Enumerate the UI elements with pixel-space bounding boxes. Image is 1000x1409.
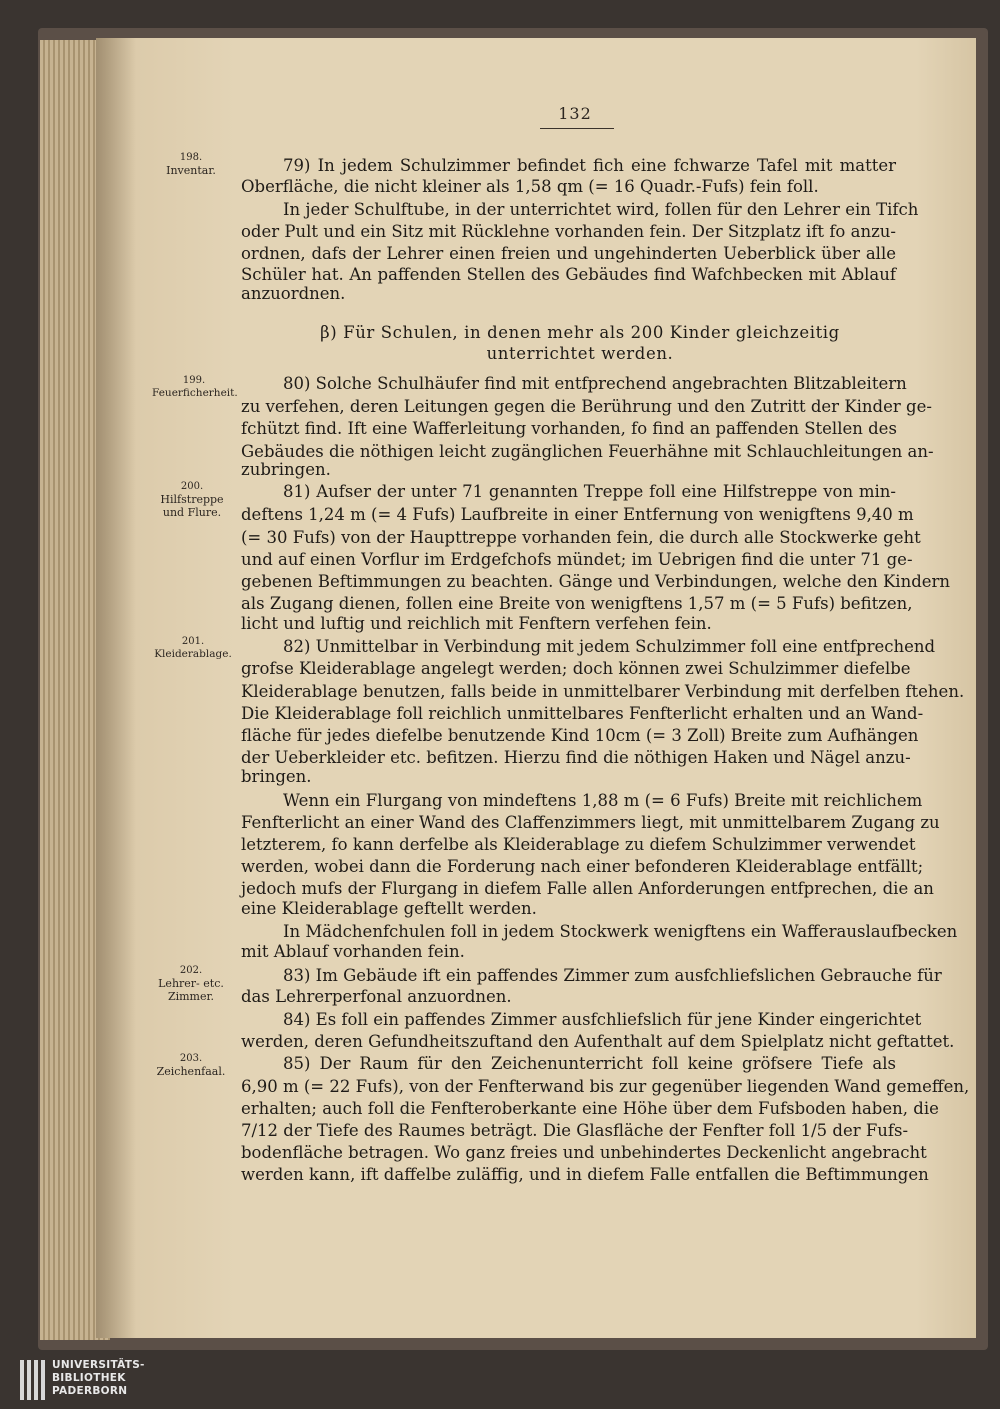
logo-line: PADERBORN <box>52 1385 128 1397</box>
text-line: zu verfehen, deren Leitungen gegen die Berührung und den Zutritt der Kinder ge- <box>241 397 932 416</box>
margin-note-text: Feuerficherheit. <box>152 387 238 399</box>
margin-note-number: 203. <box>179 1053 203 1064</box>
section-heading: unterrichtet werden. <box>486 344 674 363</box>
text-line: (= 30 Fufs) von der Haupttreppe vorhanden fein, die durch alle Stockwerke geht <box>241 528 921 547</box>
text-line: werden kann, ift daffelbe zuläffig, und in diefem Falle entfallen die Beftimmungen <box>241 1165 929 1184</box>
text-line: bodenfläche betragen. Wo ganz freies und unbehindertes Deckenlicht angebracht <box>241 1143 927 1162</box>
text-line: bringen. <box>241 767 312 786</box>
margin-note-200 <box>150 480 234 519</box>
text-line: 85) Der Raum für den Zeichenunterricht foll keine gröfsere Tiefe als <box>283 1054 896 1073</box>
text-line: zubringen. <box>241 460 331 479</box>
text-line: Die Kleiderablage foll reichlich unmittelbares Fenfterlicht erhalten und an Wand- <box>241 704 924 723</box>
text-line: 83) Im Gebäude ift ein paffendes Zimmer zum ausfchliefslichen Gebrauche für <box>283 966 942 985</box>
margin-note-text: Lehrer- etc. Zimmer. <box>158 977 224 1003</box>
text-line: 80) Solche Schulhäufer find mit entfprechend angebrachten Blitzableitern <box>283 374 907 393</box>
margin-note-text: Kleiderablage. <box>154 648 232 660</box>
text-line: 6,90 m (= 22 Fufs), von der Fenfterwand bis zur gegenüber liegenden Wand gemeffen, <box>241 1077 970 1096</box>
text-line: gebenen Beftimmungen zu beachten. Gänge und Verbindungen, welche den Kindern <box>241 572 951 591</box>
margin-note-202 <box>150 964 232 1003</box>
text-line: 7/12 der Tiefe des Raumes beträgt. Die Glasfläche der Fenfter foll 1/5 der Fufs- <box>241 1121 909 1140</box>
logo-text <box>52 1359 145 1398</box>
text-line: deftens 1,24 m (= 4 Fufs) Laufbreite in einer Entfernung von wenigftens 9,40 m <box>241 505 914 524</box>
text-line: fchützt find. Ift eine Wafferleitung vorhanden, fo find an paffenden Stellen des <box>241 419 897 438</box>
text-line: Kleiderablage benutzen, falls beide in unmittelbarer Verbindung mit derfelben ftehen. <box>241 682 965 701</box>
text-line: ordnen, dafs der Lehrer einen freien und ungehinderten Ueberblick über alle <box>241 244 896 263</box>
text-line: das Lehrerperfonal anzuordnen. <box>241 987 512 1006</box>
margin-note-number: 198. <box>179 152 203 163</box>
margin-note-number: 199. <box>182 375 206 386</box>
text-line: anzuordnen. <box>241 284 346 303</box>
margin-note-number: 200. <box>180 481 204 492</box>
text-line: 79) In jedem Schulzimmer befindet fich eine fchwarze Tafel mit matter <box>283 156 896 175</box>
text-line: Gebäudes die nöthigen leicht zugänglichen Feuerhähne mit Schlauchleitungen an- <box>241 442 934 461</box>
text-line: der Ueberkleider etc. befitzen. Hierzu find die nöthigen Haken und Nägel anzu- <box>241 748 911 767</box>
logo-line: UNIVERSITÄTS- <box>52 1359 145 1371</box>
library-logo <box>20 1358 220 1402</box>
margin-note-203 <box>150 1052 232 1078</box>
text-line: In Mädchenfchulen foll in jedem Stockwerk wenigftens ein Wafferauslaufbecken <box>283 922 958 941</box>
margin-note-201 <box>150 635 236 661</box>
text-line: grofse Kleiderablage angelegt werden; doch können zwei Schulzimmer diefelbe <box>241 659 911 678</box>
section-heading: β) Für Schulen, in denen mehr als 200 Kinder gleichzeitig <box>320 323 840 342</box>
text-line: werden, deren Gefundheitszuftand den Aufenthalt auf dem Spielplatz nicht geftattet. <box>241 1032 955 1051</box>
text-line: Schüler hat. An paffenden Stellen des Gebäudes find Wafchbecken mit Ablauf <box>241 265 896 284</box>
text-line: oder Pult und ein Sitz mit Rücklehne vorhanden fein. Der Sitzplatz ift fo anzu- <box>241 222 896 241</box>
margin-note-text: Hilfstreppe und Flure. <box>160 493 224 519</box>
margin-note-198 <box>150 151 232 177</box>
margin-note-text: Zeichenfaal. <box>156 1065 226 1078</box>
margin-note-number: 202. <box>179 965 203 976</box>
margin-note-199 <box>152 374 236 400</box>
logo-line: BIBLIOTHEK <box>52 1372 126 1384</box>
text-line: 84) Es foll ein paffendes Zimmer ausfchliefslich für jene Kinder eingerichtet <box>283 1010 922 1029</box>
text-line: erhalten; auch foll die Fenfteroberkante eine Höhe über dem Fufsboden haben, die <box>241 1099 939 1118</box>
text-line: Fenfterlicht an einer Wand des Claffenzimmers liegt, mit unmittelbarem Zugang zu <box>241 813 940 832</box>
page-number: 132 <box>558 104 592 123</box>
text-line: 81) Aufser der unter 71 genannten Treppe foll eine Hilfstreppe von min- <box>283 482 896 501</box>
text-line: als Zugang dienen, follen eine Breite von wenigftens 1,57 m (= 5 Fufs) befitzen, <box>241 594 913 613</box>
text-line: In jeder Schulftube, in der unterrichtet wird, follen für den Lehrer ein Tifch <box>283 200 919 219</box>
text-line: Oberfläche, die nicht kleiner als 1,58 qm (= 16 Quadr.-Fufs) fein foll. <box>241 177 819 196</box>
text-line: werden, wobei dann die Forderung nach einer befonderen Kleiderablage entfällt; <box>241 857 924 876</box>
page-number-rule <box>540 128 614 129</box>
logo-bars-icon <box>20 1360 54 1400</box>
margin-note-number: 201. <box>181 636 205 647</box>
text-line: jedoch mufs der Flurgang in diefem Falle allen Anforderungen entfprechen, die an <box>241 879 934 898</box>
text-line: letzterem, fo kann derfelbe als Kleiderablage zu diefem Schulzimmer verwendet <box>241 835 916 854</box>
text-line: Wenn ein Flurgang von mindeftens 1,88 m (= 6 Fufs) Breite mit reichlichem <box>283 791 923 810</box>
text-line: licht und luftig und reichlich mit Fenftern verfehen fein. <box>241 614 712 633</box>
margin-note-text: Inventar. <box>166 164 216 177</box>
gutter-shadow <box>96 38 136 1338</box>
text-line: und auf einen Vorflur im Erdgefchofs mündet; im Uebrigen find die unter 71 ge- <box>241 550 913 569</box>
text-line: eine Kleiderablage geftellt werden. <box>241 899 537 918</box>
text-line: 82) Unmittelbar in Verbindung mit jedem Schulzimmer foll eine entfprechend <box>283 637 936 656</box>
text-line: mit Ablauf vorhanden fein. <box>241 942 465 961</box>
text-line: fläche für jedes diefelbe benutzende Kind 10cm (= 3 Zoll) Breite zum Aufhängen <box>241 726 919 745</box>
